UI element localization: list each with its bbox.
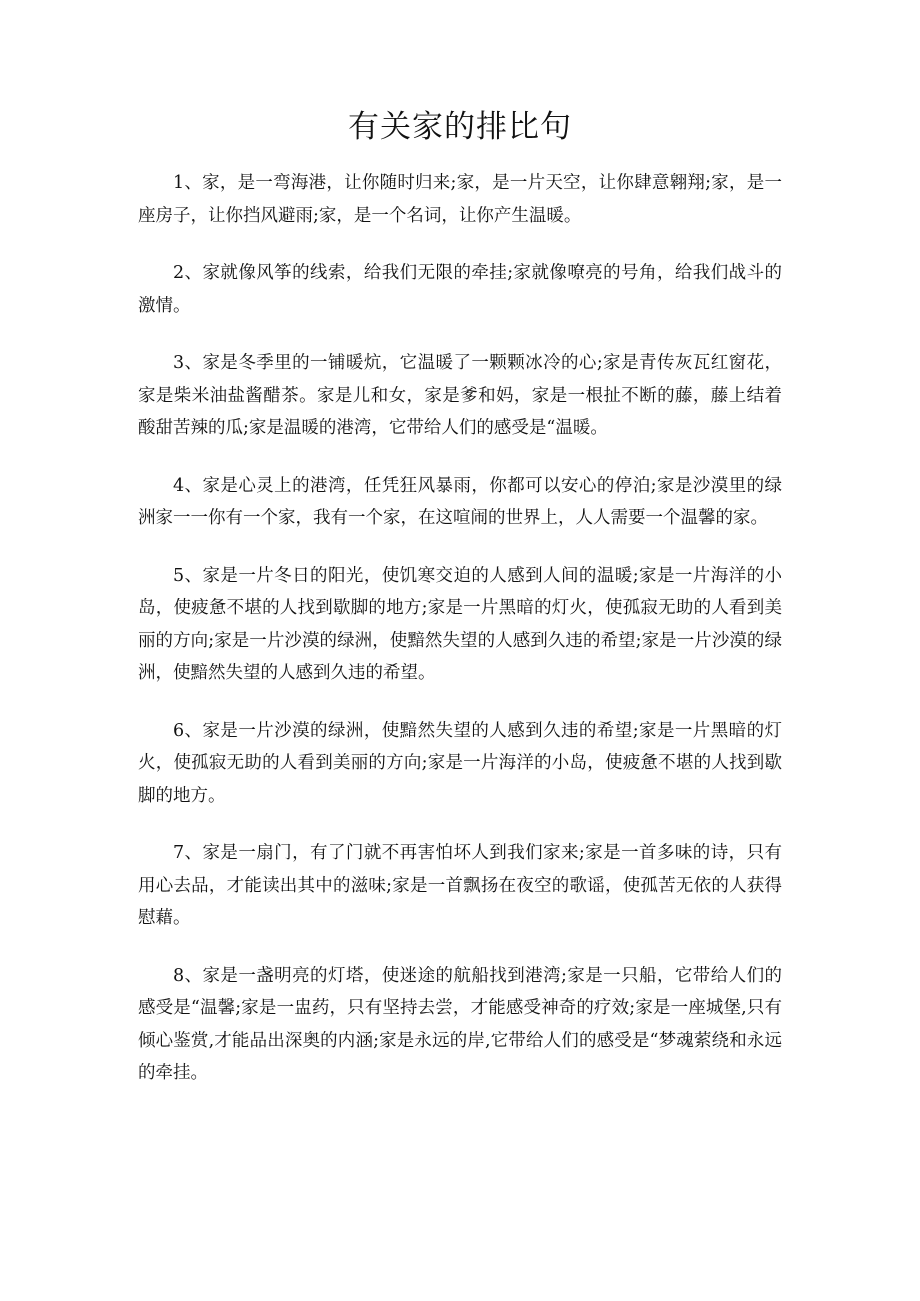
paragraph-1: 1、家，是一弯海港，让你随时归来;家，是一片天空，让你肆意翱翔;家，是一座房子，让你挡风避雨;家，是一个名词，让你产生温暖。 bbox=[138, 173, 782, 226]
paragraph-4: 4、家是心灵上的港湾，任凭狂风暴雨，你都可以安心的停泊;家是沙漠里的绿洲家一一你有一个家，我有一个家，在这喧闹的世界上，人人需要一个温馨的家。 bbox=[138, 475, 782, 528]
paragraph-7: 7、家是一扇门，有了门就不再害怕坏人到我们家来;家是一首多味的诗，只有用心去品，才能读出其中的滋味;家是一首飘扬在夜空的歌谣，使孤苦无依的人获得慰藉。 bbox=[138, 843, 782, 928]
paragraph-2: 2、家就像风筝的线索，给我们无限的牵挂;家就像嘹亮的号角，给我们战斗的激情。 bbox=[138, 263, 782, 316]
paragraph-3: 3、家是冬季里的一铺暖炕，它温暖了一颗颗冰冷的心;家是青传灰瓦红窗花，家是柴米油盐酱醋茶。家是儿和女，家是爹和妈，家是一根扯不断的藤，藤上结着酸甜苦辣的瓜;家是温暖的港湾，它带给人们的感受是“温暖。 bbox=[138, 353, 782, 438]
document-title: 有关家的排比句 bbox=[348, 109, 572, 145]
paragraph-6: 6、家是一片沙漠的绿洲，使黯然失望的人感到久违的希望;家是一片黑暗的灯火，使孤寂无助的人看到美丽的方向;家是一片海洋的小岛，使疲惫不堪的人找到歇脚的地方。 bbox=[138, 720, 782, 806]
paragraph-5: 5、家是一片冬日的阳光，使饥寒交迫的人感到人间的温暖;家是一片海洋的小岛，使疲惫不堪的人找到歇脚的地方;家是一片黑暗的灯火，使孤寂无助的人看到美丽的方向;家是一片沙漠的绿洲，使黯然失望的人感到久违的希望;家是一片沙漠的绿洲，使黯然失望的人感到久违的希望。 bbox=[138, 565, 782, 683]
paragraph-8: 8、家是一盏明亮的灯塔，使迷途的航船找到港湾;家是一只船，它带给人们的感受是“温馨;家是一盅药，只有坚持去尝，才能感受神奇的疗效;家是一座城堡,只有倾心鉴赏,才能品出深奥的内涵;家是永远的岸,它带给人们的感受是“梦魂萦绕和永远的牵挂。 bbox=[138, 965, 782, 1083]
